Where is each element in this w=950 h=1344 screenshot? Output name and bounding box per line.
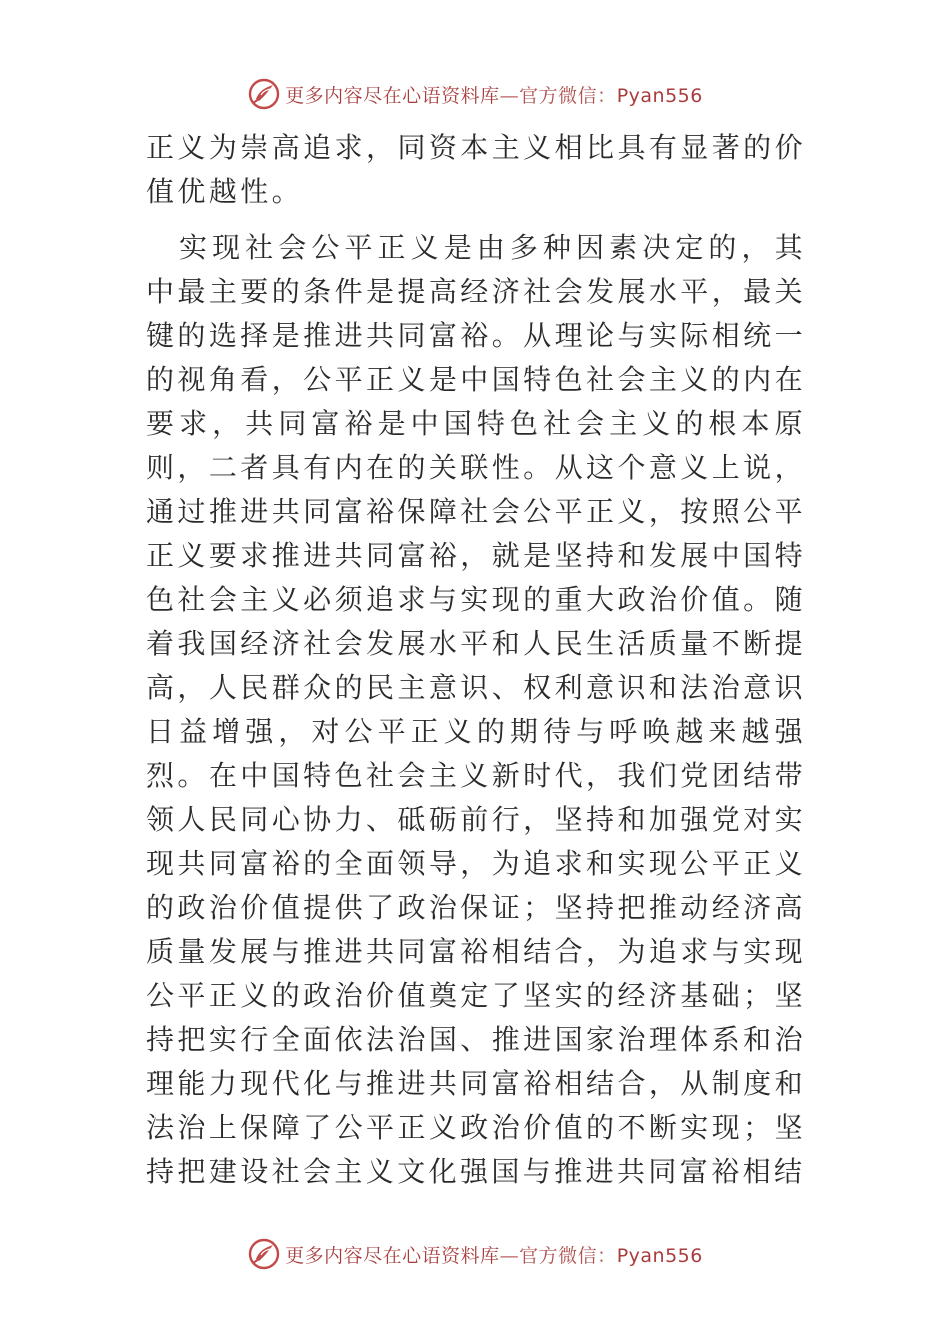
body-paragraph-1: 正义为崇高追求，同资本主义相比具有显著的价值优越性。 <box>146 131 806 208</box>
footer-wechat-label: 官方微信： <box>519 1244 617 1267</box>
body-paragraph-2: 实现社会公平正义是由多种因素决定的，其中最主要的条件是提高经济社会发展水平，最关键的选择是推进共同富裕。从理论与实际相统一的视角看，公平正义是中国特色社会主义的内在要求，共同富裕是中国特色社会主义的根本原则，二者具有内在的关联性。从这个意义上说，通过推进共同富裕保障社会公平正义，按照公平正义要求推进共同富裕，就是坚持和发展中国特色社会主义必须追求与实现的重大政治价值。随着我国经济社会发展水平和人民生活质量不断提高，人民群众的民主意识、权利意识和法治意识日益增强，对公平正义的期待与呼唤越来越强烈。在中国特色社会主义新时代，我们党团结带领人民同心协力、砥砺前行，坚持和加强党对实现共同富裕的全面领导，为追求和实现公平正义的政治价值提供了政治保证；坚持把推动经济高质量发展与推进共同富裕相结合，为追求与实现公平正义的政治价值奠定了坚实的经济基础；坚持把实行全面依法治国、推进国家治理体系和治理能力现代化与推进共同富裕相结合，从制度和法治上保障了公平正义政治价值的不断实现；坚持把建设社会主义文化强国与推进共同富裕相结 <box>146 231 806 1188</box>
header-promo <box>285 81 703 108</box>
footer-watermark-banner <box>0 1232 950 1276</box>
header-watermark-banner <box>0 72 950 116</box>
footer-separator: — <box>499 1244 520 1267</box>
flower-logo-icon <box>247 77 281 111</box>
flower-logo-icon <box>247 1237 281 1271</box>
footer-wechat-id: Pyan556 <box>616 1244 703 1267</box>
document-body <box>146 126 806 1194</box>
footer-promo-text: 更多内容尽在心语资料库 <box>285 1244 500 1267</box>
footer-promo <box>285 1241 703 1268</box>
header-separator: — <box>499 84 520 107</box>
header-wechat-id: Pyan556 <box>616 84 703 107</box>
header-wechat-label: 官方微信： <box>519 84 617 107</box>
header-promo-text: 更多内容尽在心语资料库 <box>285 84 500 107</box>
